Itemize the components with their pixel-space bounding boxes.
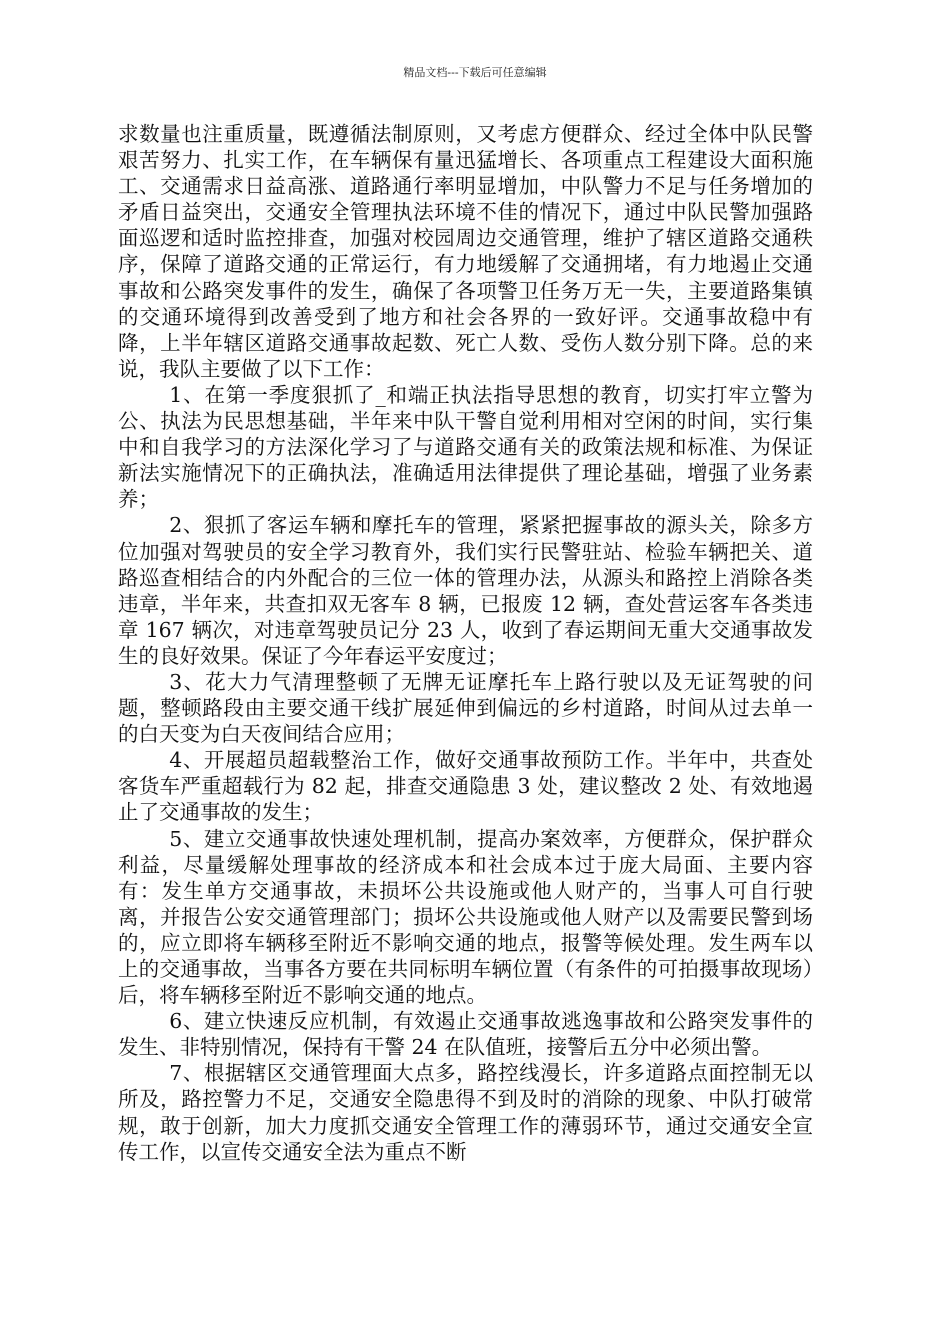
document-body xyxy=(118,121,813,1165)
page-header: 精品文档---下载后可任意编辑 xyxy=(403,66,547,79)
paragraph-item-3: 3、花大力气清理整顿了无牌无证摩托车上路行驶以及无证驾驶的问题，整顿路段由主要交通干线扩展延伸到偏远的乡村道路，时间从过去单一的白天变为白天夜间结合应用； xyxy=(118,669,813,747)
paragraph-item-6: 6、建立快速反应机制，有效遏止交通事故逃逸事故和公路突发事件的发生、非特别情况，保持有干警 24 在队值班，接警后五分中必须出警。 xyxy=(118,1009,813,1060)
paragraph-intro: 求数量也注重质量，既遵循法制原则，又考虑方便群众、经过全体中队民警艰苦努力、扎实工作，在车辆保有量迅猛增长、各项重点工程建设大面积施工、交通需求日益高涨、道路通行率明显增加，中队警力不足与任务增加的矛盾日益突出，交通安全管理执法环境不佳的情况下，通过中队民警加强路面巡逻和适时监控排查，加强对校园周边交通管理，维护了辖区道路交通秩序，保障了道路交通的正常运行，有力地缓解了交通拥堵，有力地遏止交通事故和公路突发事件的发生，确保了各项警卫任务万无一失，主要道路集镇的交通环境得到改善受到了地方和社会各界的一致好评。交通事故稳中有降，上半年辖区道路交通事故起数、死亡人数、受伤人数分别下降。总的来说，我队主要做了以下工作： xyxy=(118,122,813,381)
paragraph-item-5: 5、建立交通事故快速处理机制，提高办案效率，方便群众，保护群众利益，尽量缓解处理事故的经济成本和社会成本过于庞大局面、主要内容有：发生单方交通事故，未损坏公共设施或他人财产的，当事人可自行驶离，并报告公安交通管理部门；损坏公共设施或他人财产以及需要民警到场的，应立即将车辆移至附近不影响交通的地点，报警等候处理。发生两车以上的交通事故，当事各方要在共同标明车辆位置（有条件的可拍摄事故现场）后，将车辆移至附近不影响交通的地点。 xyxy=(118,826,813,1008)
paragraph-item-1: 1、在第一季度狠抓了_和端正执法指导思想的教育，切实打牢立警为公、执法为民思想基础，半年来中队干警自觉利用相对空闲的时间，实行集中和自我学习的方法深化学习了与道路交通有关的政策法规和标准、为保证新法实施情况下的正确执法，准确适用法律提供了理论基础，增强了业务素养； xyxy=(118,382,813,512)
paragraph-item-4: 4、开展超员超载整治工作，做好交通事故预防工作。半年中，共查处客货车严重超载行为 82 起，排查交通隐患 3 处，建议整改 2 处、有效地遏止了交通事故的发生； xyxy=(118,748,813,825)
paragraph-item-2: 2、狠抓了客运车辆和摩托车的管理，紧紧把握事故的源头关，除多方位加强对驾驶员的安全学习教育外，我们实行民警驻站、检验车辆把关、道路巡查相结合的内外配合的三位一体的管理办法，从源头和路控上消除各类违章，半年来，共查扣双无客车 8 辆，已报废 12 辆，查处营运客车各类违章 167 辆次，对违章驾驶员记分 23 人，收到了春运期间无重大交通事故发生的良好效果。保证了今年春运平安度过； xyxy=(118,513,813,668)
paragraph-item-7: 7、根据辖区交通管理面大点多，路控线漫长，许多道路点面控制无以所及，路控警力不足，交通安全隐患得不到及时的消除的现象、中队打破常规，敢于创新，加大力度抓交通安全管理工作的薄弱环节，通过交通安全宣传工作，以宣传交通安全法为重点不断 xyxy=(118,1061,813,1164)
